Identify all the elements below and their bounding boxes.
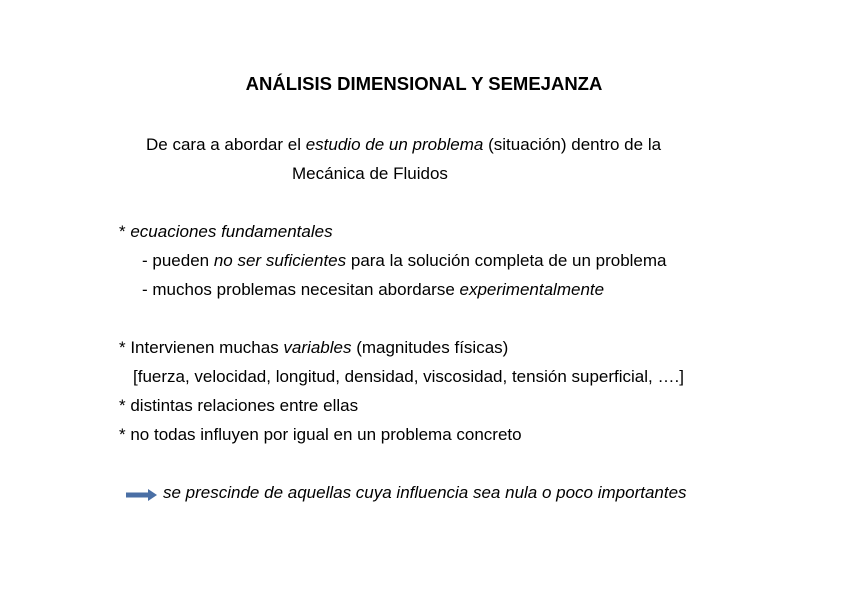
intro-emphasis: estudio de un problema xyxy=(305,135,484,154)
bullet-variables xyxy=(119,338,508,358)
bullet-heading: ecuaciones fundamentales xyxy=(130,222,333,241)
bullet-relations: * distintas relaciones entre ellas xyxy=(119,396,359,415)
intro-line-2: Mecánica de Fluidos xyxy=(292,164,448,183)
sub-item-insufficient xyxy=(142,251,667,271)
bullet-emphasis: variables xyxy=(283,338,352,357)
sub-item-text: - pueden xyxy=(142,251,214,270)
variables-list: [fuerza, velocidad, longitud, densidad, viscosidad, tensión superficial, ….] xyxy=(133,367,684,386)
bullet-fundamental-equations xyxy=(119,222,333,242)
intro-line-1 xyxy=(146,135,661,155)
sub-item-emphasis: experimentalmente xyxy=(459,280,605,299)
intro-text-continued: (situación) dentro de la xyxy=(483,135,662,154)
conclusion-text xyxy=(163,483,687,503)
sub-item-text: - muchos problemas necesitan abordarse xyxy=(142,280,460,299)
page-title: ANÁLISIS DIMENSIONAL Y SEMEJANZA xyxy=(245,73,603,94)
sub-item-emphasis: no ser suficientes xyxy=(213,251,347,270)
intro-text: De cara a abordar el xyxy=(146,135,306,154)
right-arrow-icon xyxy=(126,489,157,501)
bullet-text-continued: (magnitudes físicas) xyxy=(351,338,509,357)
bullet-text: * Intervienen muchas xyxy=(119,338,284,357)
bullet-marker: * xyxy=(119,222,131,241)
sub-item-experimental xyxy=(142,280,604,300)
bullet-influence: * no todas influyen por igual en un problema concreto xyxy=(119,425,522,444)
conclusion-emphasis: se prescinde de aquellas cuya influencia sea nula o poco importantes xyxy=(163,483,687,502)
sub-item-text-continued: para la solución completa de un problema xyxy=(346,251,667,270)
